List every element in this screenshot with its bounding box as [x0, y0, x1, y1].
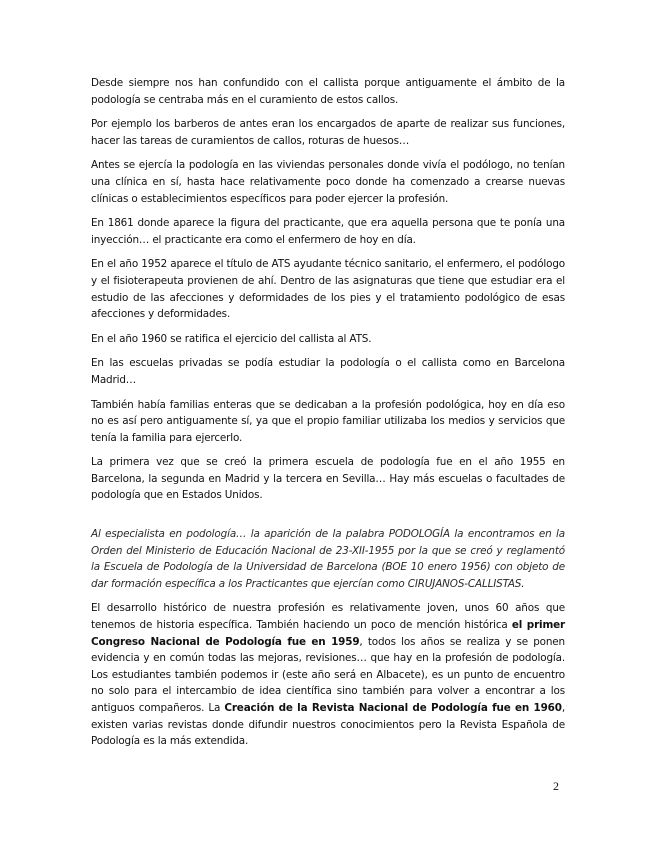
text-run: , existen varias revistas donde difundir nuestros conocimientos pero la Revista Española de Podología es la más extendida. [91, 702, 565, 748]
bold-revista: Creación de la Revista Nacional de Podología fue en 1960 [224, 702, 562, 714]
paragraph-1960: En el año 1960 se ratifica el ejercicio del callista al ATS. [91, 332, 372, 345]
bold-congreso: el primer Congreso Nacional de Podología fue en 1959 [91, 619, 566, 648]
document-page [91, 75, 565, 758]
paragraph-viviendas: Antes se ejercía la podología en las viviendas personales donde vivía el podólogo, no tenían una clínica en sí, hasta hace relativamente poco donde ha comenzado a crearse nuevas clínicas o establecimientos específicos para poder ejercer la profesión. [91, 159, 565, 205]
paragraph-escuelas-privadas: En las escuelas privadas se podía estudiar la podología o el callista como en Barcelona Madrid… [91, 357, 565, 386]
text-run: , todos los años se realiza y se ponen evidencia y en común todas las mejoras, revisiones… que hay en la profesión de podología. Los estudiantes también podemos ir (este año será en Albacete), es un punto de encuentro no solo para el intercambio de idea científica sino también para volver a encontrar a los antiguos compañeros. La [91, 635, 565, 714]
spacer [91, 512, 565, 526]
paragraph-barberos: Por ejemplo los barberos de antes eran los encargados de aparte de realizar sus funciones, hacer las tareas de curamientos de callos, roturas de huesos… [91, 118, 565, 147]
paragraph-1861: En 1861 donde aparece la figura del practicante, que era aquella persona que te ponía una inyección… el practicante era como el enfermero de hoy en día. [91, 217, 565, 246]
paragraph-familias: También había familias enteras que se dedicaban a la profesión podológica, hoy en día eso no es así pero antiguamente sí, ya que el propio familiar utilizaba los medios y servicios que tenía la familia para ejercerlo. [91, 398, 565, 444]
paragraph-desarrollo-historico [91, 600, 565, 749]
paragraph-1952: En el año 1952 aparece el título de ATS ayudante técnico sanitario, el enfermero, el podólogo y el fisioterapeuta provienen de ahí. Dentro de las asignaturas que tiene que estudiar era el estudio de las afecciones y deformidades de los pies y el tratamiento podológico de esas afecciones y deformidades. [91, 258, 565, 321]
paragraph-especialista-italic: Al especialista en podología… la aparición de la palabra PODOLOGÍA la encontramos en la Orden del Ministerio de Educación Nacional de 23-XII-1955 por la que se creó y reglamentó la Escuela de Podología de la Universidad de Barcelona (BOE 10 enero 1956) con objeto de dar formación específica a los Practicantes que ejercían como CIRUJANOS-CALLISTAS. [91, 528, 565, 590]
paragraph-primera-escuela: La primera vez que se creó la primera escuela de podología fue en el año 1955 en Barcelona, la segunda en Madrid y la tercera en Sevilla… Hay más escuelas o facultades de podología que en Estados Unidos. [91, 456, 565, 502]
text-run: El desarrollo histórico de nuestra profesión es relativamente joven, unos 60 años que tenemos de historia específica. También haciendo un poco de mención histórica [91, 602, 565, 632]
paragraph-callista: Desde siempre nos han confundido con el callista porque antiguamente el ámbito de la podología se centraba más en el curamiento de estos callos. [91, 77, 565, 106]
page-number: 2 [553, 779, 559, 793]
